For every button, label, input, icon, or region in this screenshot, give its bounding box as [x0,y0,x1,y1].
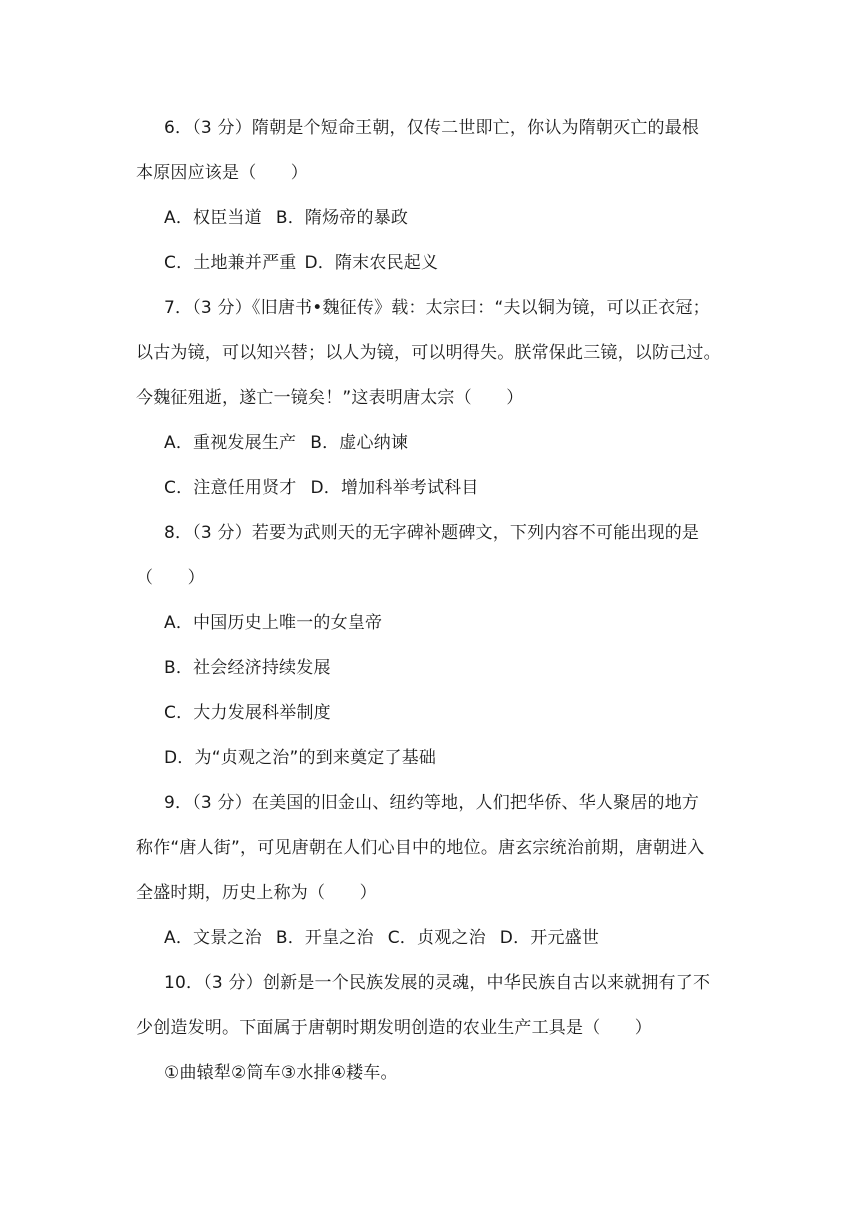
question-9-line-2: 称作“唐人街”，可见唐朝在人们心目中的地位。唐玄宗统治前期，唐朝进入 [136,838,705,858]
question-8-option-d: D．为“贞观之治”的到来奠定了基础 [164,748,437,768]
question-6-line-1: 6．（3 分）隋朝是个短命王朝，仅传二世即亡，你认为隋朝灭亡的最根 [164,118,700,138]
question-9-line-1: 9．（3 分）在美国的旧金山、纽约等地，人们把华侨、华人聚居的地方 [164,793,700,813]
option-d: D．隋末农民起义 [304,253,439,273]
question-10-line-1: 10．（3 分）创新是一个民族发展的灵魂，中华民族自古以来就拥有了不 [164,973,711,993]
option-a: A．文景之治 [164,928,262,948]
question-8-option-b: B．社会经济持续发展 [164,658,331,678]
question-10-line-2: 少创造发明。下面属于唐朝时期发明创造的农业生产工具是（ ） [136,1018,652,1038]
question-7-line-1: 7．（3 分）《旧唐书•魏征传》载：太宗曰：“夫以铜为镜，可以正衣冠； [164,298,710,318]
question-9-line-3: 全盛时期，历史上称为（ ） [136,883,377,903]
option-c: C．贞观之治 [387,928,486,948]
option-c: C．注意任用贤才 [164,478,297,498]
question-6-options-row-2 [164,251,764,275]
option-b: B．隋炀帝的暴政 [275,208,409,228]
question-10-items: ①曲辕犁②筒车③水排④耧车。 [164,1063,398,1083]
question-7-line-2: 以古为镜，可以知兴替；以人为镜，可以明得失。朕常保此三镜，以防己过。 [136,343,721,363]
question-8-line-1: 8．（3 分）若要为武则天的无字碑补题碑文，下列内容不可能出现的是 [164,523,700,543]
question-8-option-c: C．大力发展科举制度 [164,703,331,723]
question-6-options-row-1 [164,206,764,230]
question-7-options-row-1 [164,431,764,455]
option-b: B．虚心纳谏 [310,433,409,453]
question-8-option-a: A．中国历史上唯一的女皇帝 [164,613,383,633]
question-7-line-3: 今魏征殂逝，遂亡一镜矣！”这表明唐太宗（ ） [136,388,524,408]
question-9-options-row [164,926,764,950]
option-d: D．开元盛世 [499,928,600,948]
question-6-line-2: 本原因应该是（ ） [136,163,308,183]
option-c: C．土地兼并严重 [164,253,297,273]
option-b: B．开皇之治 [275,928,374,948]
option-d: D．增加科举考试科目 [310,478,479,498]
question-7-options-row-2 [164,476,764,500]
option-a: A．重视发展生产 [164,433,297,453]
option-a: A．权臣当道 [164,208,262,228]
question-8-line-2: （ ） [136,568,205,588]
